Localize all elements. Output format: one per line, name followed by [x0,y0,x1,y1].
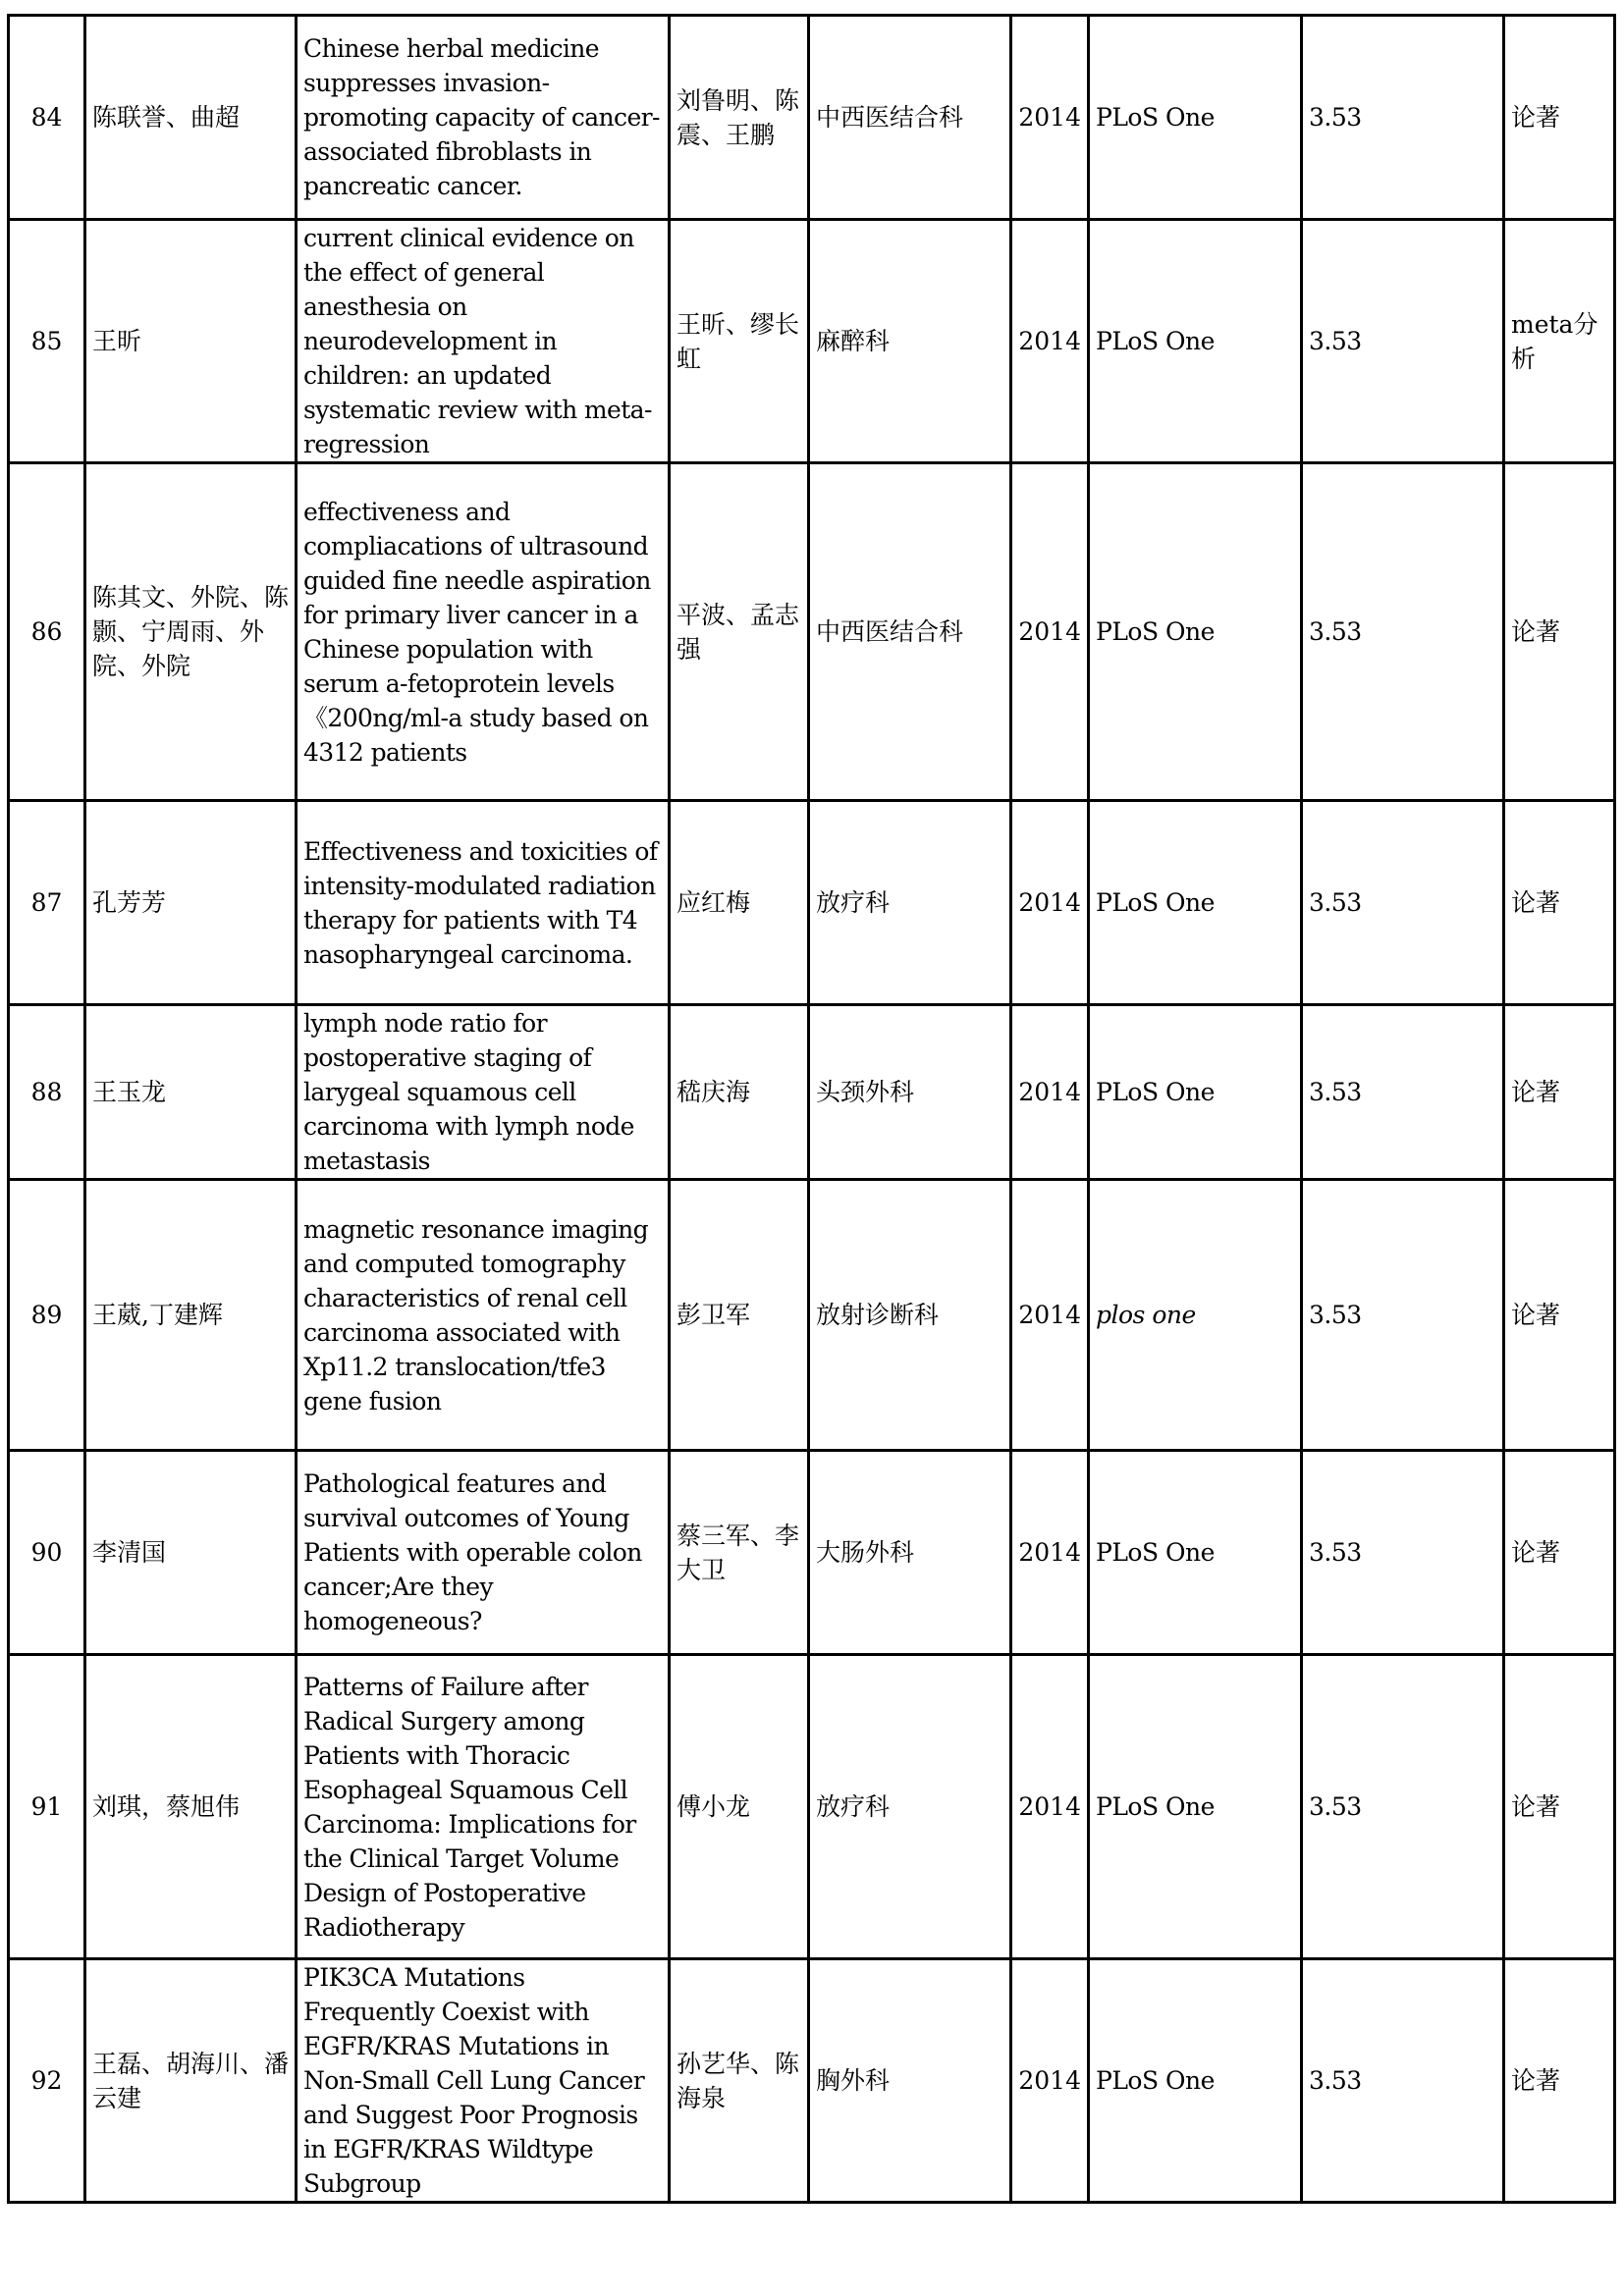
table-row [9,220,1615,463]
cell-corresponding-author: 嵇庆海 [670,1005,809,1180]
cell-department: 中西医结合科 [809,16,1011,220]
cell-authors: 李清国 [85,1451,297,1655]
publications-table [7,14,1616,2204]
table-body [9,16,1615,2203]
cell-journal: plos one [1089,1180,1302,1451]
cell-number: 92 [9,1959,85,2203]
cell-year: 2014 [1011,1451,1089,1655]
table-row [9,1180,1615,1451]
cell-authors: 王磊、胡海川、潘云建 [85,1959,297,2203]
cell-title: Chinese herbal medicine suppresses invasion-promoting capacity of cancer-associated fibroblasts in pancreatic cancer. [297,16,670,220]
cell-year: 2014 [1011,463,1089,801]
cell-department: 放射诊断科 [809,1180,1011,1451]
cell-title: lymph node ratio for postoperative staging of larygeal squamous cell carcinoma with lymph node metastasis [297,1005,670,1180]
cell-year: 2014 [1011,16,1089,220]
cell-impact-factor: 3.53 [1302,1451,1504,1655]
table-row [9,16,1615,220]
cell-number: 86 [9,463,85,801]
cell-journal: PLoS One [1089,1655,1302,1959]
cell-authors: 刘琪，蔡旭伟 [85,1655,297,1959]
table-row [9,463,1615,801]
cell-authors: 王昕 [85,220,297,463]
cell-title: Pathological features and survival outcomes of Young Patients with operable colon cancer;Are they homogeneous? [297,1451,670,1655]
table-row [9,1655,1615,1959]
cell-article-type: 论著 [1504,1451,1615,1655]
cell-impact-factor: 3.53 [1302,16,1504,220]
cell-department: 胸外科 [809,1959,1011,2203]
cell-title: Patterns of Failure after Radical Surgery among Patients with Thoracic Esophageal Squamous Cell Carcinoma: Implications for the Clinical Target Volume Design of Postoperative Radiotherapy [297,1655,670,1959]
cell-corresponding-author: 彭卫军 [670,1180,809,1451]
cell-title: effectiveness and compliacations of ultrasound guided fine needle aspiration for primary liver cancer in a Chinese population with serum a-fetoprotein levels 《200ng/ml-a study based on 4312 patients [297,463,670,801]
cell-impact-factor: 3.53 [1302,1005,1504,1180]
cell-authors: 陈联誉、曲超 [85,16,297,220]
cell-impact-factor: 3.53 [1302,220,1504,463]
cell-title: PIK3CA Mutations Frequently Coexist with EGFR/KRAS Mutations in Non-Small Cell Lung Cancer and Suggest Poor Prognosis in EGFR/KRAS Wildtype Subgroup [297,1959,670,2203]
cell-article-type: 论著 [1504,801,1615,1005]
cell-number: 88 [9,1005,85,1180]
cell-corresponding-author: 刘鲁明、陈震、王鹏 [670,16,809,220]
cell-number: 85 [9,220,85,463]
cell-article-type: 论著 [1504,1655,1615,1959]
cell-corresponding-author: 孙艺华、陈海泉 [670,1959,809,2203]
cell-year: 2014 [1011,220,1089,463]
cell-impact-factor: 3.53 [1302,1655,1504,1959]
cell-year: 2014 [1011,1959,1089,2203]
cell-corresponding-author: 傅小龙 [670,1655,809,1959]
cell-impact-factor: 3.53 [1302,463,1504,801]
cell-department: 放疗科 [809,801,1011,1005]
cell-impact-factor: 3.53 [1302,801,1504,1005]
cell-authors: 孔芳芳 [85,801,297,1005]
cell-article-type: 论著 [1504,463,1615,801]
cell-corresponding-author: 蔡三军、李大卫 [670,1451,809,1655]
cell-number: 84 [9,16,85,220]
cell-department: 放疗科 [809,1655,1011,1959]
cell-authors: 陈其文、外院、陈颢、宁周雨、外院、外院 [85,463,297,801]
cell-department: 头颈外科 [809,1005,1011,1180]
cell-article-type: 论著 [1504,1180,1615,1451]
cell-title: magnetic resonance imaging and computed tomography characteristics of renal cell carcinoma associated with Xp11.2 translocation/tfe3 gene fusion [297,1180,670,1451]
cell-year: 2014 [1011,801,1089,1005]
cell-journal: PLoS One [1089,16,1302,220]
cell-title: Effectiveness and toxicities of intensity-modulated radiation therapy for patients with T4 nasopharyngeal carcinoma. [297,801,670,1005]
cell-corresponding-author: 平波、孟志强 [670,463,809,801]
cell-article-type: 论著 [1504,1005,1615,1180]
cell-number: 90 [9,1451,85,1655]
cell-journal: PLoS One [1089,1005,1302,1180]
cell-number: 89 [9,1180,85,1451]
table-row [9,1005,1615,1180]
cell-journal: PLoS One [1089,801,1302,1005]
cell-number: 91 [9,1655,85,1959]
cell-authors: 王葳,丁建辉 [85,1180,297,1451]
cell-corresponding-author: 王昕、缪长虹 [670,220,809,463]
cell-year: 2014 [1011,1655,1089,1959]
cell-department: 麻醉科 [809,220,1011,463]
cell-article-type: 论著 [1504,1959,1615,2203]
cell-impact-factor: 3.53 [1302,1959,1504,2203]
table-row [9,1959,1615,2203]
cell-number: 87 [9,801,85,1005]
cell-title: current clinical evidence on the effect of general anesthesia on neurodevelopment in children: an updated systematic review with meta-regression [297,220,670,463]
cell-department: 中西医结合科 [809,463,1011,801]
cell-journal: PLoS One [1089,463,1302,801]
cell-journal: PLoS One [1089,1959,1302,2203]
cell-authors: 王玉龙 [85,1005,297,1180]
cell-corresponding-author: 应红梅 [670,801,809,1005]
cell-department: 大肠外科 [809,1451,1011,1655]
cell-year: 2014 [1011,1180,1089,1451]
table-row [9,1451,1615,1655]
cell-journal: PLoS One [1089,1451,1302,1655]
cell-journal: PLoS One [1089,220,1302,463]
cell-impact-factor: 3.53 [1302,1180,1504,1451]
table-row [9,801,1615,1005]
cell-year: 2014 [1011,1005,1089,1180]
cell-article-type: meta分析 [1504,220,1615,463]
cell-article-type: 论著 [1504,16,1615,220]
